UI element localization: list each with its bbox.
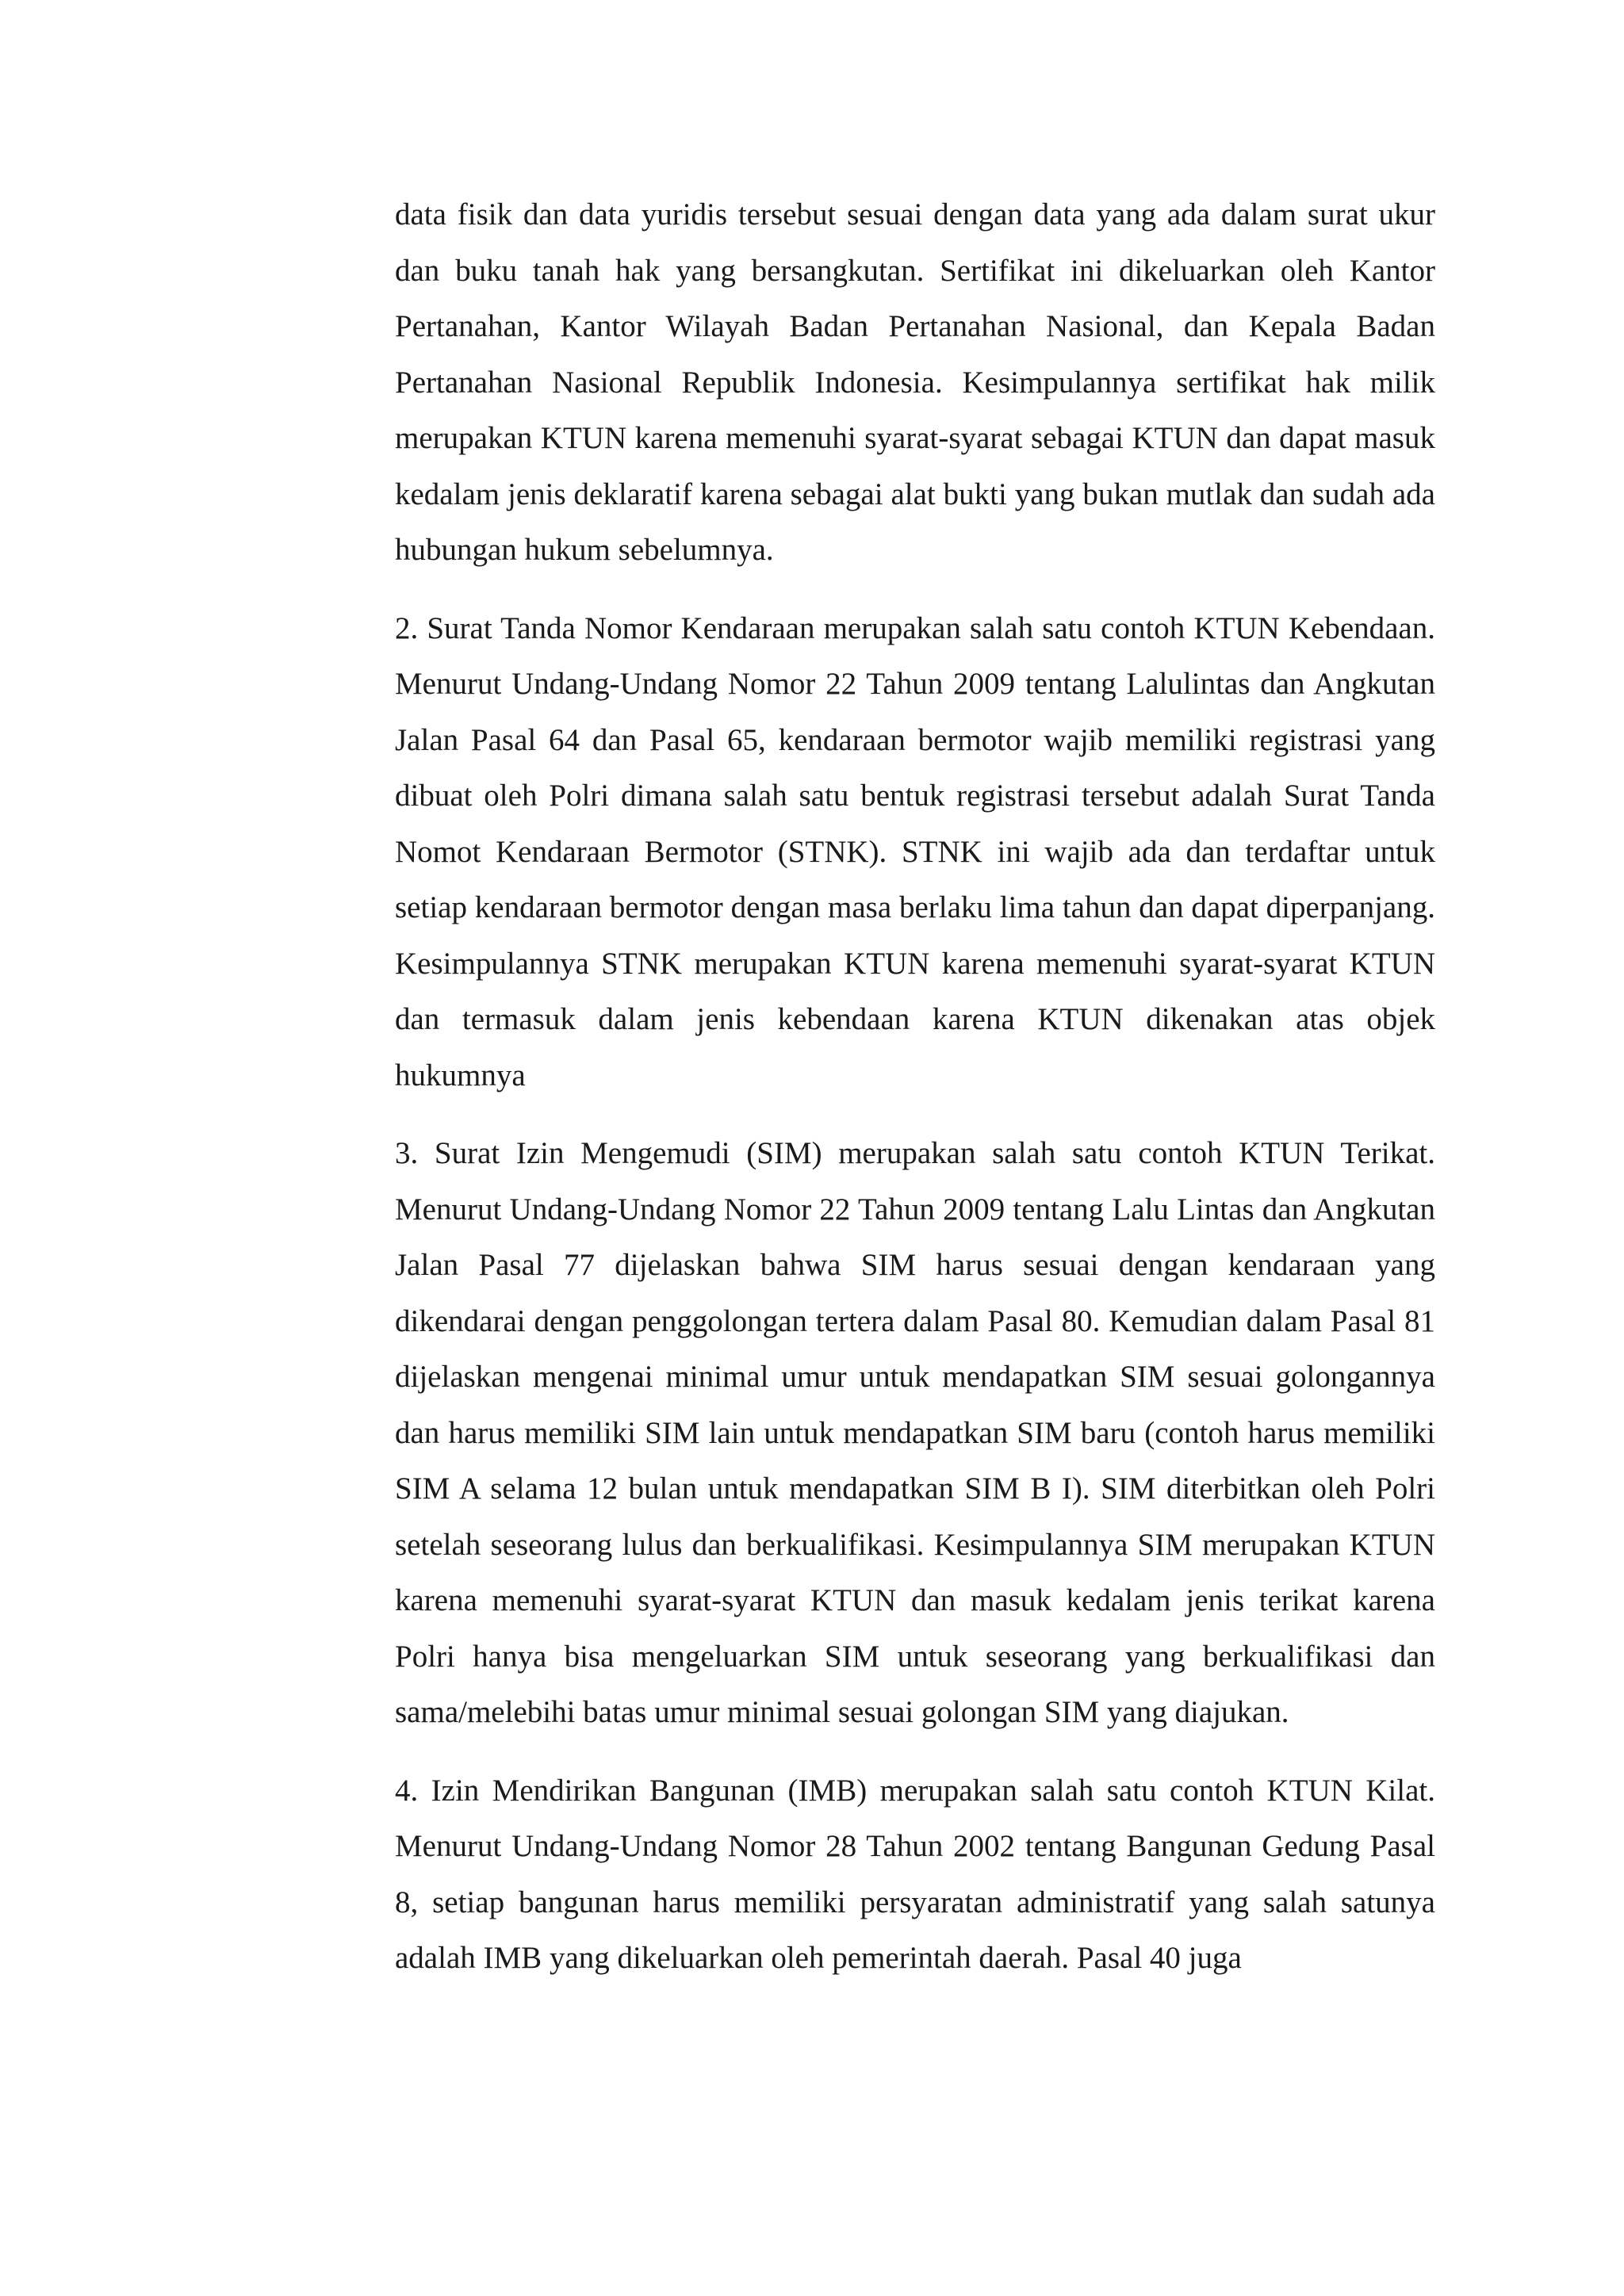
body-text bbox=[395, 187, 1435, 2009]
paragraph-stnk: 2. Surat Tanda Nomor Kendaraan merupakan salah satu contoh KTUN Kebendaan. Menurut Undang-Undang Nomor 22 Tahun 2009 tentang Lalulintas dan Angkutan Jalan Pasal 64 dan Pasal 65, kendaraan bermotor wajib memiliki registrasi yang dibuat oleh Polri dimana salah satu bentuk registrasi tersebut adalah Surat Tanda Nomot Kendaraan Bermotor (STNK). STNK ini wajib ada dan terdaftar untuk setiap kendaraan bermotor dengan masa berlaku lima tahun dan dapat diperpanjang. Kesimpulannya STNK merupakan KTUN karena memenuhi syarat-syarat KTUN dan termasuk dalam jenis kebendaan karena KTUN dikenakan atas objek hukumnya bbox=[395, 610, 1435, 1093]
paragraph-imb: 4. Izin Mendirikan Bangunan (IMB) merupakan salah satu contoh KTUN Kilat. Menurut Undang-Undang Nomor 28 Tahun 2002 tentang Bangunan Gedung Pasal 8, setiap bangunan harus memiliki persyaratan administratif yang salah satunya adalah IMB yang dikeluarkan oleh pemerintah daerah. Pasal 40 juga bbox=[395, 1773, 1435, 1975]
paragraph-sertifikat-continuation: data fisik dan data yuridis tersebut sesuai dengan data yang ada dalam surat ukur dan buku tanah hak yang bersangkutan. Sertifikat ini dikeluarkan oleh Kantor Pertanahan, Kantor Wilayah Badan Pertanahan Nasional, dan Kepala Badan Pertanahan Nasional Republik Indonesia. Kesimpulannya sertifikat hak milik merupakan KTUN karena memenuhi syarat-syarat sebagai KTUN dan dapat masuk kedalam jenis deklaratif karena sebagai alat bukti yang bukan mutlak dan sudah ada hubungan hukum sebelumnya. bbox=[395, 197, 1435, 567]
paragraph-sim: 3. Surat Izin Mengemudi (SIM) merupakan salah satu contoh KTUN Terikat. Menurut Undang-Undang Nomor 22 Tahun 2009 tentang Lalu Lintas dan Angkutan Jalan Pasal 77 dijelaskan bahwa SIM harus sesuai dengan kendaraan yang dikendarai dengan penggolongan tertera dalam Pasal 80. Kemudian dalam Pasal 81 dijelaskan mengenai minimal umur untuk mendapatkan SIM sesuai golongannya dan harus memiliki SIM lain untuk mendapatkan SIM baru (contoh harus memiliki SIM A selama 12 bulan untuk mendapatkan SIM B I). SIM diterbitkan oleh Polri setelah seseorang lulus dan berkualifikasi. Kesimpulannya SIM merupakan KTUN karena memenuhi syarat-syarat KTUN dan masuk kedalam jenis terikat karena Polri hanya bisa mengeluarkan SIM untuk seseorang yang berkualifikasi dan sama/melebihi batas umur minimal sesuai golongan SIM yang diajukan. bbox=[395, 1136, 1435, 1729]
